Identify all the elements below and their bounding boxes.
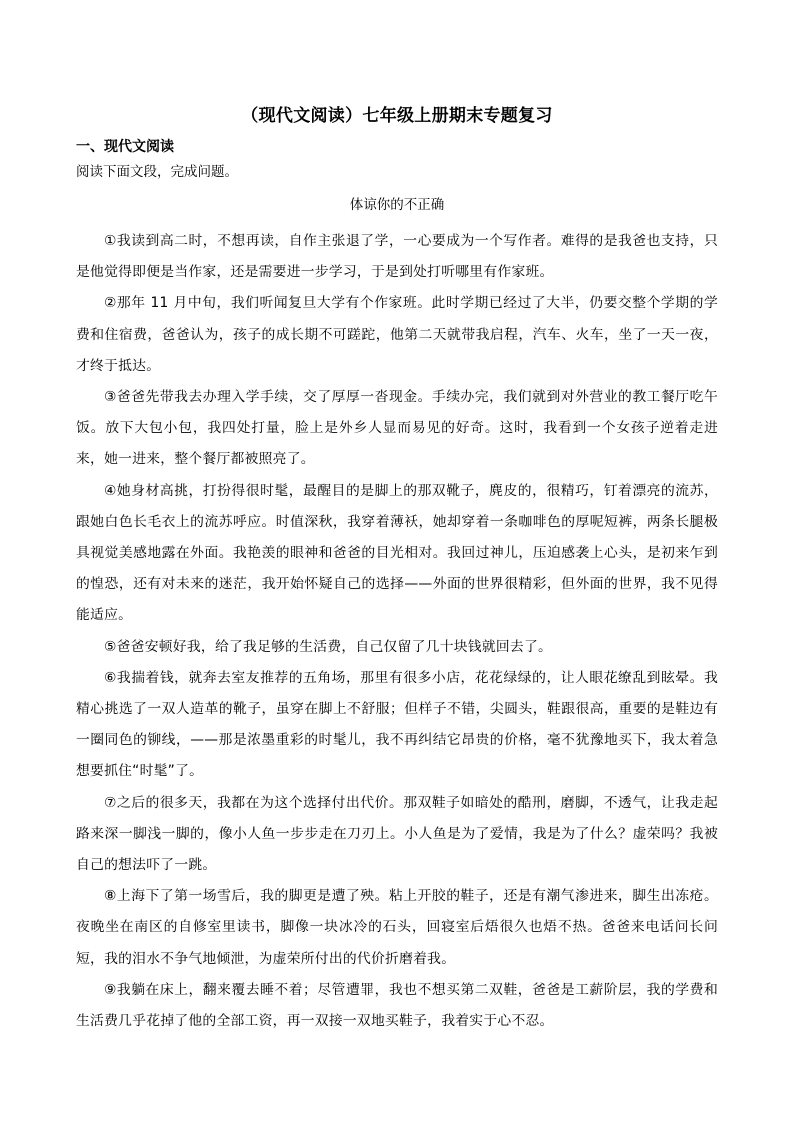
paragraph-5: ⑤爸爸安顿好我，给了我足够的生活费，自己仅留了几十块钱就回去了。 bbox=[104, 638, 553, 655]
passage-body bbox=[76, 226, 718, 1037]
document-title: （现代文阅读）七年级上册期末专题复习 bbox=[241, 106, 553, 126]
paragraph-4: ④她身材高挑，打扮得很时髦，最醒目的是脚上的那双靴子，麂皮的，很精巧，钉着漂亮的流苏，跟她白色长毛衣上的流苏呼应。时值深秋，我穿着薄袄，她却穿着一条咖啡色的厚呢短裤，两条长腿极具视觉美感地露在外面。我艳羡的眼神和爸爸的目光相对。我回过神儿，压迫感袭上心头，是初来乍到的惶恐，还有对未来的迷茫，我开始怀疑自己的选择——外面的世界很精彩，但外面的世界，我不见得能适应。 bbox=[76, 482, 718, 624]
section-heading: 一、现代文阅读 bbox=[76, 139, 174, 155]
paragraph-6: ⑥我揣着钱，就奔去室友推荐的五角场，那里有很多小店，花花绿绿的，让人眼花缭乱到眩晕。我精心挑选了一双人造革的靴子，虽穿在脚上不舒服；但样子不错，尖圆头，鞋跟很高，重要的是鞋边有一圈同色的铆线，——那是浓墨重彩的时髦儿，我不再纠结它昂贵的价格，毫不犹豫地买下，我太着急想要抓住“时髦”了。 bbox=[76, 669, 718, 780]
paragraph-3: ③爸爸先带我去办理入学手续，交了厚厚一沓现金。手续办完，我们就到对外营业的教工餐厅吃午饭。放下大包小包，我四处打量，脸上是外乡人显而易见的好奇。这时，我看到一个女孩子逆着走进来，她一进来，整个餐厅都被照亮了。 bbox=[76, 389, 718, 468]
instruction-text: 阅读下面文段，完成问题。 bbox=[76, 164, 238, 180]
paragraph-9: ⑨我躺在床上，翻来覆去睡不着；尽管遭罪，我也不想买第二双鞋，爸爸是工薪阶层，我的学费和生活费几乎花掉了他的全部工资，再一双接一双地买鞋子，我着实于心不忍。 bbox=[76, 981, 718, 1030]
paragraph-2: ②那年 11 月中旬，我们听闻复旦大学有个作家班。此时学期已经过了大半，仍要交整个学期的学费和住宿费，爸爸认为，孩子的成长期不可蹉跎，他第二天就带我启程，汽车、火车，坐了一天一夜，才终于抵达。 bbox=[76, 295, 718, 374]
paragraph-8: ⑧上海下了第一场雪后，我的脚更是遭了殃。粘上开胶的鞋子，还是有潮气渗进来，脚生出冻疮。夜晚坐在南区的自修室里读书，脚像一块冰冷的石头，回寝室后焐很久也焐不热。爸爸来电话问长问短，我的泪水不争气地倾泄，为虚荣所付出的代价折磨着我。 bbox=[76, 888, 718, 967]
passage-title: 体谅你的不正确 bbox=[349, 197, 445, 213]
paragraph-7: ⑦之后的很多天，我都在为这个选择付出代价。那双鞋子如暗处的酷刑，磨脚，不透气，让我走起路来深一脚浅一脚的，像小人鱼一步步走在刀刃上。小人鱼是为了爱情，我是为了什么？虚荣吗？我被自己的想法吓了一跳。 bbox=[76, 794, 718, 874]
paragraph-1: ①我读到高二时，不想再读，自作主张退了学，一心要成为一个写作者。难得的是我爸也支持，只是他觉得即便是当作家，还是需要进一步学习，于是到处打听哪里有作家班。 bbox=[76, 233, 718, 281]
